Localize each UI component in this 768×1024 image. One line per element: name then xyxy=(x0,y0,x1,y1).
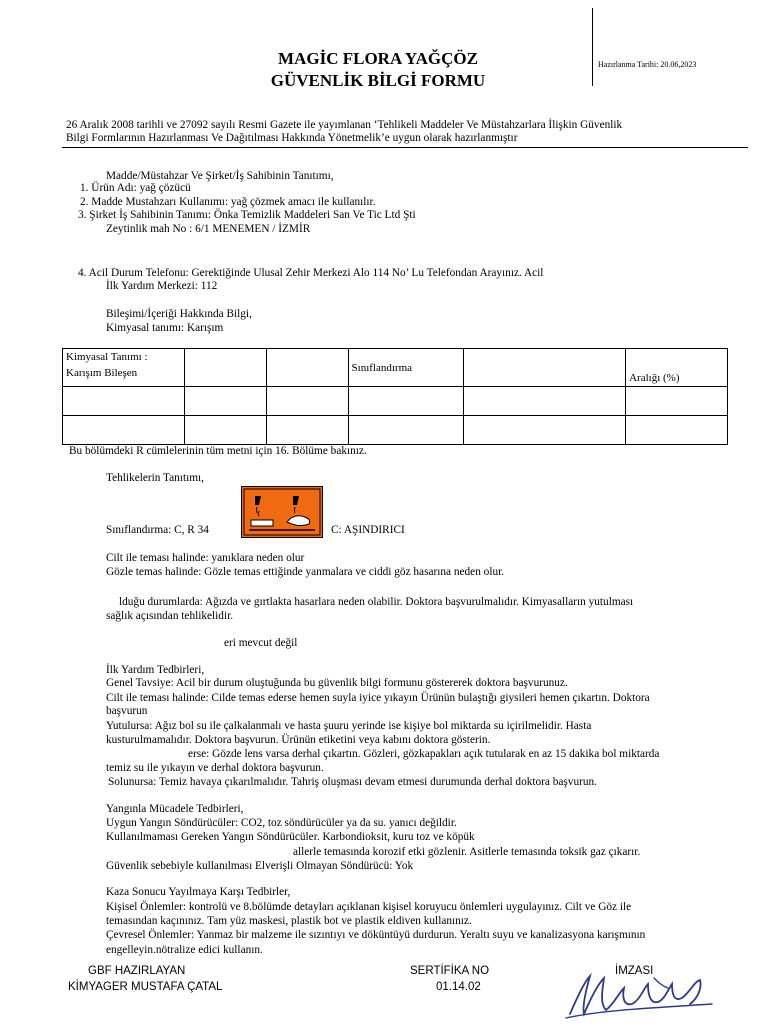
document-title-line1: MAGİC FLORA YAĞÇÖZ xyxy=(278,49,478,68)
header-divider-vertical xyxy=(592,8,593,86)
corrosive-hazard-icon xyxy=(241,486,323,538)
header-cell-range: Aralığı (%) xyxy=(626,349,728,387)
identification-item-1: 1. Ürün Adı: yağ çözücü xyxy=(80,182,191,194)
footer-prepared-by: GBF HAZIRLAYAN xyxy=(88,965,186,977)
spill-heading: Kaza Sonucu Yayılmaya Karşı Tedbirler, xyxy=(106,886,291,898)
emergency-phone: 4. Acil Durum Telefonu: Gerektiğinde Ulusal Zehir Merkezi Alo 114 No’ Lu Telefondan Arayınız. Acil xyxy=(78,267,544,279)
chemical-definition: Kimyasal tanımı: Karışım xyxy=(106,322,224,334)
r-phrases-note: Bu bölümdeki R cümlelerinin tüm metni için 16. Bölüme bakınız. xyxy=(69,445,367,457)
header-divider-horizontal xyxy=(62,147,748,148)
preparation-date: Hazırlanma Tarihi: 20.06,2023 xyxy=(598,60,697,69)
spill-personal-1: Kişisel Önlemler: kontrolü ve 8.bölümde detayları açıklanan kişisel koruyucu önlemleri uygulayınız. Cilt ve Göz ile xyxy=(106,901,632,913)
header-cell-classification: Sınıflandırma xyxy=(348,349,464,387)
hazards-heading: Tehlikelerin Tanıtımı, xyxy=(106,472,204,484)
identification-item-2: 2. Madde Mustahzarı Kullanımı: yağ çözmek amacı ile kullanılır. xyxy=(80,196,376,208)
table-row xyxy=(63,387,728,416)
hazard-classification: Sınıflandırma: C, R 34 xyxy=(106,524,209,536)
identification-item-3: 3. Şirket İş Sahibinin Tanımı: Önka Temizlik Maddeleri San Ve Tic Ltd Şti xyxy=(78,209,416,221)
identification-heading: Madde/Müstahzar Ve Şirket/İş Sahibinin Tanıtımı, xyxy=(106,170,334,182)
hazard-ingestion-1: lduğu durumlarda: Ağızda ve gırtlakta hasarlara neden olabilir. Doktora başvurulmalıdır. Kimyasalların yutulması xyxy=(119,596,634,608)
footer-certificate-label: SERTİFİKA NO xyxy=(410,965,490,977)
first-aid-heading: İlk Yardım Tedbirleri, xyxy=(106,664,205,676)
header-cell-chemical xyxy=(63,349,185,387)
footer-chemist-name: KİMYAGER MUSTAFA ÇATAL xyxy=(68,981,223,993)
fire-corrosive-note: allerle temasında korozif etki gözlenir. Asitlerle temasında toksik gaz çıkarır. xyxy=(293,846,641,858)
hazard-skin-contact: Cilt ile teması halinde: yanıklara neden olur xyxy=(106,552,305,564)
intro-line-2: Bilgi Formlarının Hazırlanması Ve Dağıtılması Hakkında Yönetmelik’e uygun olarak hazırlanmıştır xyxy=(66,132,518,144)
header-cell-2 xyxy=(184,349,266,387)
spill-environmental-2: engelleyin.nötralize edici kullanın. xyxy=(106,944,263,956)
header-cell-5 xyxy=(464,349,626,387)
first-aid-inhalation: Solunursa: Temiz havaya çıkarılmalıdır. Tahriş oluşması devam etmesi durumunda derhal doktora başvurun. xyxy=(108,776,597,788)
hazard-ingestion-2: sağlık açısından tehlikelidir. xyxy=(106,610,234,622)
fire-unsafe-extinguisher: Güvenlik sebebiyle kullanılması Elverişli Olmayan Söndürücü: Yok xyxy=(106,860,414,872)
first-aid-center: İlk Yardım Merkezi: 112 xyxy=(106,280,218,292)
first-aid-skin-cont: başvurun xyxy=(106,705,148,717)
identification-address: Zeytinlik mah No : 6/1 MENEMEN / İZMİR xyxy=(106,223,311,235)
first-aid-skin: Cilt ile teması halinde: Cilde temas ederse hemen suyla iyice yıkayın Ürünün bulaştığı giysileri hemen çıkartın. Doktora xyxy=(106,692,650,704)
first-aid-eye: erse: Gözde lens varsa derhal çıkartın. Gözleri, gözkapakları açık tutularak en az 15 dakika bol miktarda xyxy=(188,748,660,760)
table-header-row xyxy=(63,349,728,387)
document-title-line2: GÜVENLİK BİLGİ FORMU xyxy=(270,71,486,90)
spill-personal-2: temasından kaçınınız. Tam yüz maskesi, plastik bot ve plastik eldiven kullanınız. xyxy=(106,915,472,927)
footer-signature-label: İMZASI xyxy=(615,965,654,977)
fire-unsuitable: Kullanılmaması Gereken Yangın Söndürücüler. Karbondioksit, kuru toz ve köpük xyxy=(106,831,475,843)
spill-environmental-1: Çevresel Önlemler: Yanmaz bir malzeme ile sızıntıyı ve döküntüyü durdurun. Yeraltı suyu ve kanalizasyona karışmının xyxy=(106,929,646,941)
fire-heading: Yangınla Mücadele Tedbirleri, xyxy=(106,803,244,815)
footer-certificate-number: 01.14.02 xyxy=(436,981,481,993)
first-aid-eye-cont: temiz su ile yıkayın ve derhal doktora başvurun. xyxy=(106,762,324,774)
first-aid-swallow-cont: kusturulmamalıdır. Doktora başvurun. Ürünün etiketini veya kabını doktora gösterin. xyxy=(106,734,491,746)
header-cell-3 xyxy=(266,349,348,387)
intro-line-1: 26 Aralık 2008 tarihli ve 27092 sayılı Resmi Gazete ile yayımlanan ‘Tehlikeli Maddeler Ve Müstahzarlara İlişkin Güvenlik xyxy=(66,119,623,131)
header-chemical-line2: Karışım Bileşen xyxy=(66,367,138,379)
handwritten-signature xyxy=(562,970,722,1022)
fire-suitable: Uygun Yangın Söndürücüler: CO2, toz söndürücüler ya da su. yanıcı değildir. xyxy=(106,817,457,829)
composition-heading: Bileşimi/İçeriği Hakkında Bilgi, xyxy=(106,308,252,320)
header-chemical-line1: Kimyasal Tanımı : xyxy=(66,351,148,363)
hazard-symbol-label: C: AŞINDIRICI xyxy=(331,524,405,536)
composition-table xyxy=(62,348,728,445)
table-row xyxy=(63,416,728,445)
hazard-eye-contact: Gözle temas halinde: Gözle temas ettiğinde yanmalara ve ciddi göz hasarına neden olur. xyxy=(106,566,505,578)
hazard-other: eri mevcut değil xyxy=(224,637,298,649)
first-aid-general: Genel Tavsiye: Acil bir durum oluştuğunda bu güvenlik bilgi formunu göstererek doktora başvurunuz. xyxy=(106,677,568,689)
first-aid-swallow: Yutulursa: Ağız bol su ile çalkalanmalı ve hasta şuuru yerinde ise kişiye bol miktarda su içirilmelidir. Hasta xyxy=(106,720,592,732)
